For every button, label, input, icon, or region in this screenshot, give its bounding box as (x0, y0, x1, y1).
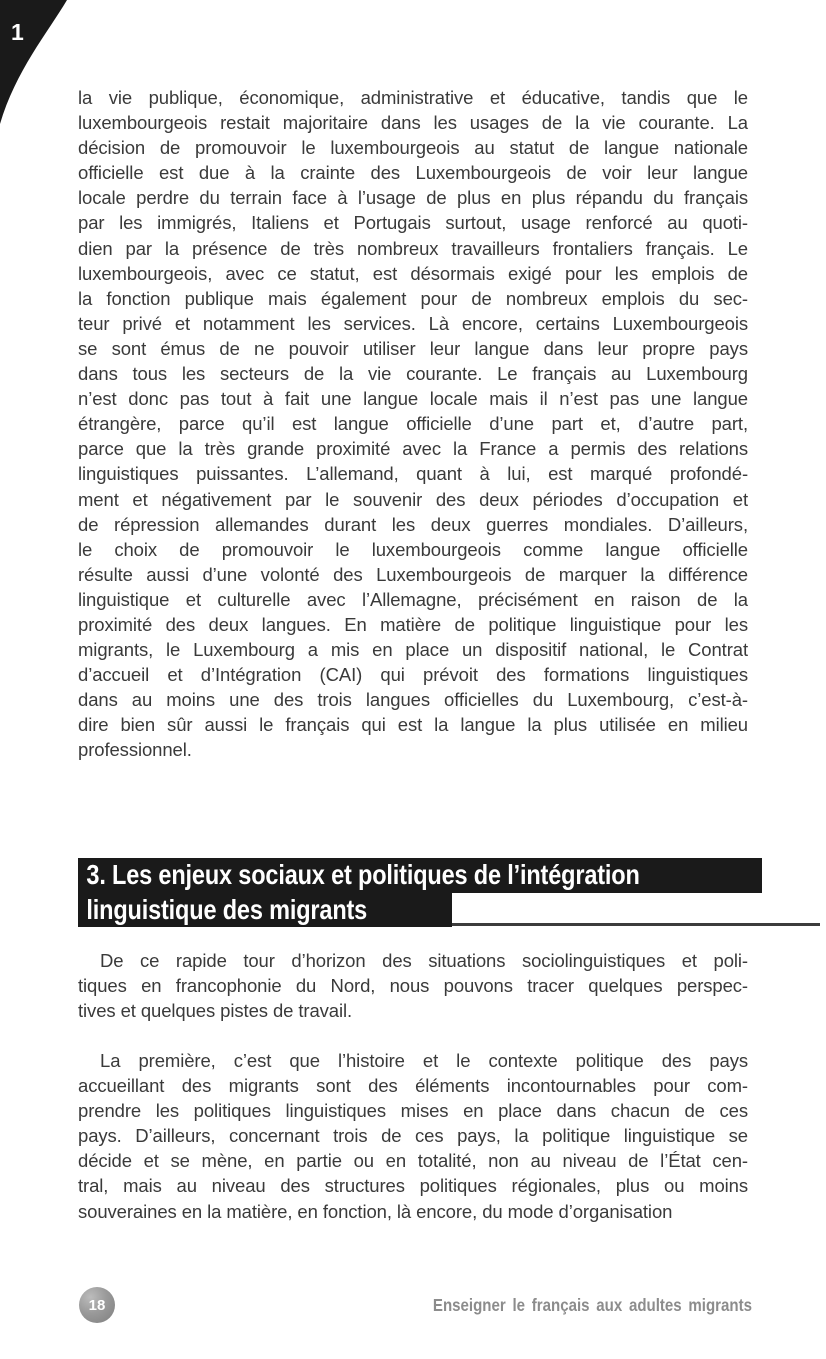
text-line: résulte aussi d’une volonté des Luxembourgeois de marquer la différence (78, 563, 748, 585)
text-line: accueillant des migrants sont des éléments incontournables pour com- (78, 1075, 748, 1097)
text-line: décision de promouvoir le luxembourgeois au statut de langue nationale (78, 137, 748, 159)
page-number-badge (79, 1287, 115, 1323)
text-line: prendre les politiques linguistiques mises en place dans chacun de ces (78, 1100, 748, 1122)
text-line: tiques en francophonie du Nord, nous pouvons tracer quelques perspec- (78, 975, 748, 997)
running-footer-title (252, 1295, 752, 1316)
book-title-text: Enseigner le français aux adultes migrants (432, 1295, 752, 1315)
paragraph-tour-horizon (78, 948, 748, 1023)
text-line: dans au moins une des trois langues officielles du Luxembourg, c’est-à- (78, 689, 748, 711)
text-line: luxembourgeois, avec ce statut, est désormais exigé pour les emplois de (78, 262, 748, 284)
text-line: de répression allemandes durant les deux guerres mondiales. D’ailleurs, (78, 513, 748, 535)
section-heading-line1-text: 3. Les enjeux sociaux et politiques de l’intégration (86, 859, 640, 890)
text-line: officielle est due à la crainte des Luxembourgeois de voir leur langue (78, 162, 748, 184)
text-line: linguistique et culturelle avec l’Allemagne, précisément en raison de la (78, 588, 748, 610)
text-line: se sont émus de ne pouvoir utiliser leur langue dans leur propre pays (78, 337, 748, 359)
text-line: la vie publique, économique, administrative et éducative, tandis que le (78, 87, 748, 108)
text-line: ment et négativement par le souvenir des deux périodes d’occupation et (78, 488, 748, 510)
heading-rule (452, 923, 820, 926)
section-heading-line2-text: linguistique des migrants (86, 894, 368, 925)
section-heading-line1 (78, 858, 762, 893)
text-line: tives et quelques pistes de travail. (78, 1000, 353, 1022)
text-line: linguistiques puissantes. L’allemand, quant à lui, est marqué profondé- (78, 463, 748, 485)
text-line: dien par la présence de très nombreux travailleurs frontaliers français. Le (78, 237, 748, 259)
chapter-number: 1 (11, 19, 24, 45)
text-line: dire bien sûr aussi le français qui est la langue la plus utilisée en milieu (78, 714, 748, 736)
text-line: De ce rapide tour d’horizon des situations sociolinguistiques et poli- (100, 950, 748, 971)
text-line: par les immigrés, Italiens et Portugais surtout, usage renforcé au quoti- (78, 212, 748, 234)
paragraph-luxembourg (78, 85, 748, 763)
text-line: étrangère, parce qu’il est langue officielle d’une part et, d’autre part, (78, 413, 748, 435)
text-line: pays. D’ailleurs, concernant trois de ces pays, la politique linguistique se (78, 1125, 748, 1147)
text-line: souveraines en la matière, en fonction, là encore, du mode d’organisation (78, 1200, 673, 1222)
text-line: parce que la très grande proximité avec la France a permis des relations (78, 438, 748, 460)
text-line: la fonction publique mais également pour de nombreux emplois du sec- (78, 287, 748, 309)
text-line: luxembourgeois restait majoritaire dans les usages de la vie courante. La (78, 112, 748, 134)
text-line: tral, mais au niveau des structures politiques régionales, plus ou moins (78, 1175, 748, 1197)
text-line: professionnel. (78, 739, 192, 761)
text-line: dans tous les secteurs de la vie courante. Le français au Luxembourg (78, 363, 748, 385)
section-heading-line2 (78, 893, 452, 927)
text-line: proximité des deux langues. En matière de politique linguistique pour les (78, 613, 748, 635)
text-line: le choix de promouvoir le luxembourgeois comme langue officielle (78, 538, 748, 560)
text-line: La première, c’est que l’histoire et le contexte politique des pays (100, 1050, 748, 1071)
text-line: décide et se mène, en partie ou en totalité, non au niveau de l’État cen- (78, 1150, 748, 1172)
text-line: migrants, le Luxembourg a mis en place un dispositif national, le Contrat (78, 639, 748, 661)
text-line: n’est donc pas tout à fait une langue locale mais il n’est pas une langue (78, 388, 748, 410)
paragraph-la-premiere (78, 1048, 748, 1224)
chapter-corner-tab (0, 0, 72, 130)
text-line: locale perdre du terrain face à l’usage de plus en plus répandu du français (78, 187, 748, 209)
text-line: d’accueil et d’Intégration (CAI) qui prévoit des formations linguistiques (78, 664, 748, 686)
page-number: 18 (88, 1296, 106, 1314)
text-line: teur privé et notamment les services. Là encore, certains Luxembourgeois (78, 312, 748, 334)
